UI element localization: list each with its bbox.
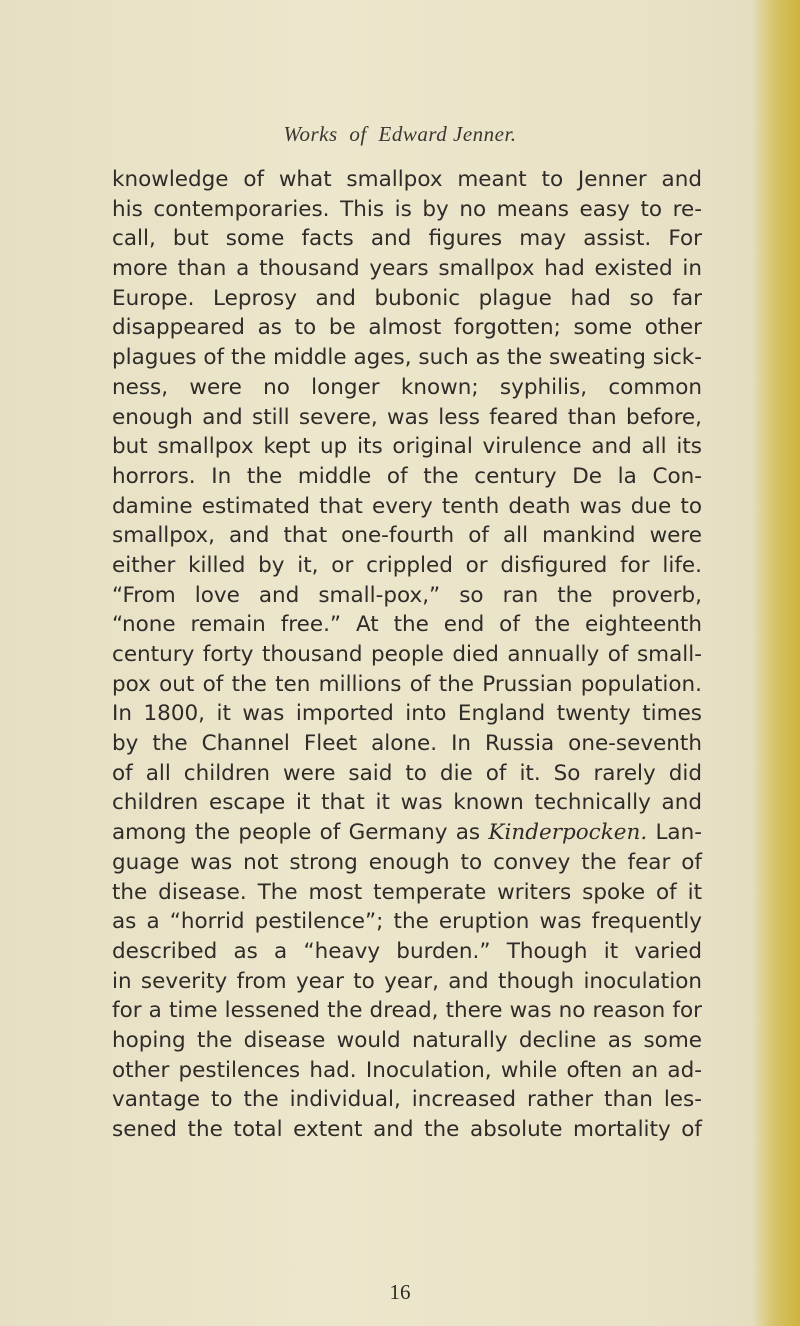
page-number: 16: [389, 1280, 411, 1304]
text-line: smallpox, and that one-fourth of all mankind were: [112, 523, 702, 549]
text-line: disappeared as to be almost forgotten; some other: [112, 315, 702, 341]
text-line: by the Channel Fleet alone. In Russia one-seventh: [112, 731, 702, 757]
text-line: but smallpox kept up its original virulence and all its: [112, 434, 702, 460]
page-edge-shadow: [752, 0, 800, 1326]
text-line: the disease. The most temperate writers spoke of it: [112, 879, 702, 905]
text-line: as a “horrid pestilence”; the eruption was frequently: [112, 909, 702, 935]
text-line: described as a “heavy burden.” Though it varied: [112, 938, 702, 964]
body-text: [112, 165, 702, 1145]
text-line-kinderpocken: [112, 818, 702, 848]
text-line: for a time lessened the dread, there was no reason for: [112, 998, 702, 1024]
text-line: hoping the disease would naturally decline as some: [112, 1027, 702, 1053]
line-part-before: among the people of Germany as: [112, 820, 489, 846]
text-line: sened the total extent and the absolute mortality of: [112, 1117, 702, 1142]
running-head: [0, 122, 800, 147]
text-line: other pestilences had. Inoculation, while often an ad-: [112, 1057, 702, 1083]
running-head-works: Works: [283, 122, 338, 146]
italic-term: Kinderpocken.: [488, 820, 648, 846]
text-line: “From love and small-pox,” so ran the proverb,: [112, 582, 702, 608]
text-line: horrors. In the middle of the century De la Con-: [112, 463, 702, 489]
running-head-name: Edward Jenner.: [378, 122, 517, 146]
text-line: damine estimated that every tenth death was due to: [112, 493, 702, 519]
text-line: call, but some facts and figures may assist. For: [112, 226, 702, 252]
text-line: In 1800, it was imported into England twenty times: [112, 701, 702, 727]
text-line: century forty thousand people died annually of small-: [112, 642, 702, 667]
text-line: guage was not strong enough to convey the fear of: [112, 849, 702, 875]
text-line: “none remain free.” At the end of the eighteenth: [112, 612, 702, 638]
text-line: knowledge of what smallpox meant to Jenner and: [112, 167, 702, 192]
text-line: his contemporaries. This is by no means easy to re-: [112, 196, 702, 222]
text-line: more than a thousand years smallpox had existed in: [112, 256, 702, 282]
text-line: pox out of the ten millions of the Prussian population.: [112, 671, 702, 697]
line-part-after: Lan-: [647, 820, 702, 846]
text-line: ness, were no longer known; syphilis, common: [112, 374, 702, 400]
text-line: vantage to the individual, increased rather than les-: [112, 1087, 702, 1113]
text-line: plagues of the middle ages, such as the sweating sick-: [112, 345, 702, 371]
running-head-of: of: [349, 122, 367, 146]
text-line: Europe. Leprosy and bubonic plague had so far: [112, 285, 702, 311]
text-line: in severity from year to year, and though inoculation: [112, 968, 702, 994]
text-line: enough and still severe, was less feared than before,: [112, 404, 702, 430]
text-line: of all children were said to die of it. So rarely did: [112, 760, 702, 786]
text-line: children escape it that it was known technically and: [112, 790, 702, 816]
text-line: either killed by it, or crippled or disfigured for life.: [112, 552, 702, 578]
